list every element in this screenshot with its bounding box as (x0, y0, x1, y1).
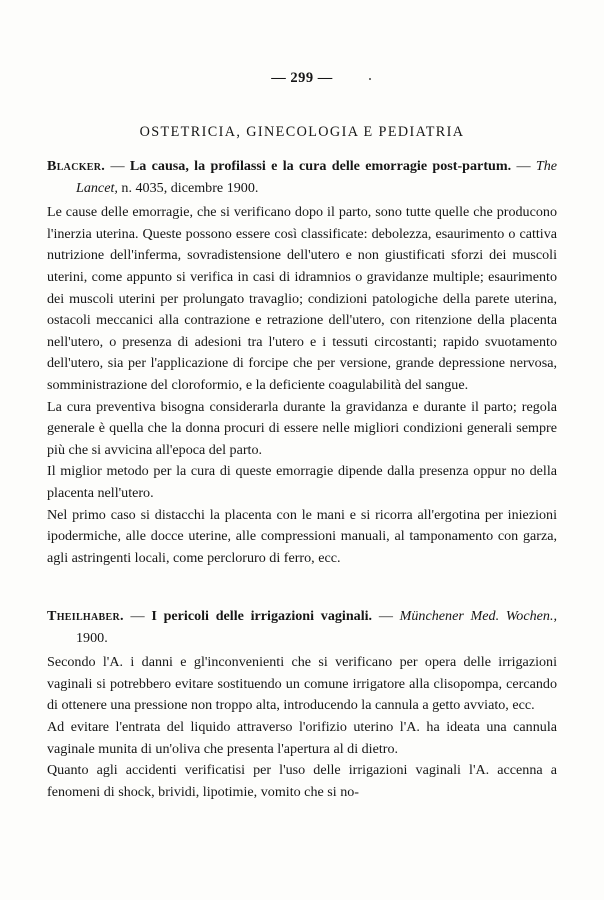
entry-reference (47, 606, 557, 649)
entry-paragraph: Il miglior metodo per la cura di queste emorragie dipende dalla presenza oppur no della placenta nell'utero. (47, 463, 557, 501)
entry-paragraph: La cura preventiva bisogna considerarla durante la gravidanza e durante il parto; regola generale è quella che la donna procuri di essere nelle migliori condizioni generali sempre più che si avvicina all'epoca del parto. (47, 398, 557, 458)
page-number: — 299 — (271, 70, 333, 86)
entry-paragraph: Ad evitare l'entrata del liquido attraverso l'orifizio uterino l'A. ha ideata una cannula vaginale munita di un'oliva che presenta l'apertura al di dietro. (47, 718, 557, 757)
entry-citation: n. 4035, dicembre 1900. (117, 179, 259, 196)
review-entry-blacker (47, 156, 557, 569)
entry-paragraph: Quanto agli accidenti verificatisi per l'uso delle irrigazioni vaginali l'A. accenna a fenomeni di shock, brividi, lipotimie, vomito che si no- (47, 762, 557, 800)
entry-paragraph: Secondo l'A. i danni e gl'inconvenienti che si verificano per opera delle irrigazioni vaginali si potrebbero evitare sostituendo un comune irrigatore alla clisopompa, cercando di ottenere una pressione non troppo alta, introducendo la cannula a getto avviato, ecc. (47, 654, 557, 714)
entry-dash: — (511, 158, 536, 174)
review-entry-theilhaber (47, 606, 557, 803)
entry-dash: — (105, 158, 130, 174)
entry-citation: 1900. (76, 629, 108, 646)
entry-title: La causa, la profilassi e la cura delle emorragie post-partum. (129, 158, 512, 174)
print-speck (369, 78, 371, 80)
entry-reference (47, 156, 557, 199)
section-title: OSTETRICIA, GINECOLOGIA E PEDIATRIA (139, 124, 465, 140)
entry-paragraph: Nel primo caso si distacchi la placenta con le mani e si ricorra all'ergotina per iniezioni ipodermiche, alle docce uterine, alle compressioni manuali, al tamponamento con garza, agli astringenti locali, come percloruro di ferro, ecc. (47, 506, 557, 566)
entry-paragraph: Le cause delle emorragie, che si verificano dopo il parto, sono tutte quelle che producono l'inerzia uterina. Queste possono essere così classificate: debolezza, esaurimento o cattiva nutrizione dell'inferma, sovradistensione dell'utero e non giustificati sforzi dei muscoli uterini, come appunto si verifica in casi di idramnios o gravidanze multiple; esaurimento dei muscoli uterini per prolungato travaglio; condizioni patologiche della parete uterina, ostacoli meccanici alla contrazione e retrazione dell'utero, con ritenzione della placenta nell'utero, o presenza di adesioni tra l'utero e i tessuti circostanti; rapido svuotamento dell'utero, sia per l'applicazione di forcipe che per versione, grande depressione nervosa, somministrazione del cloroformio, e la deficiente coagulabilità del sangue. (47, 204, 557, 393)
entry-author: Theilhaber. (47, 608, 124, 624)
entry-title: I pericoli delle irrigazioni vaginali. (151, 608, 373, 624)
entry-dash: — (123, 608, 152, 624)
entry-dash: — (372, 608, 400, 624)
entry-journal: The Lancet, (76, 158, 558, 196)
entry-journal: Münchener Med. Wochen., (399, 608, 557, 624)
entry-author: Blacker. (47, 158, 106, 174)
